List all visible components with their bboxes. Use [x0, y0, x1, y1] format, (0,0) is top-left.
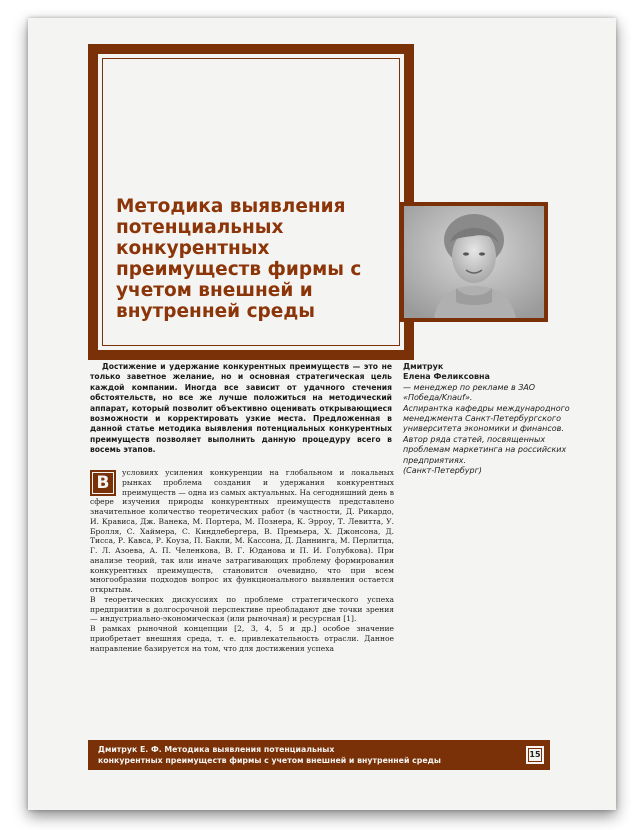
magazine-page [28, 18, 616, 810]
author-photo [404, 206, 544, 318]
author-surname: Дмитрук [403, 362, 444, 371]
title-frame [88, 44, 414, 360]
author-city: (Санкт-Петербург) [403, 466, 482, 476]
body-paragraph: В рамках рыночной концепции [2, 3, 4, 5 и др.] особое значение приобретает внешняя среда, т. е. привлекательность отрасли. Данное направление базируется на том, что для достижения успеха [90, 624, 394, 653]
article-title: Методика выявления потенциальных конкурентных преимуществ фирмы с учетом внешней и внутренней среды [116, 196, 362, 322]
author-position: — менеджер по рекламе в ЗАО «Победа/Knauf». [403, 382, 536, 403]
running-footer [88, 740, 550, 770]
body-paragraph: В теоретических дискуссиях по проблеме стратегического успеха предприятия в долгосрочной перспективе преобладают две точки зрения — индустриально-экономическая (или рыночная) и ресурсная [1]. [90, 594, 394, 624]
author-study: Аспирантка кафедры международного менеджмента Санкт-Петербургского университета экономики и финансов. [403, 403, 570, 434]
dropcap: В [90, 470, 116, 496]
author-name: Елена Феликсовна [403, 372, 490, 382]
body-paragraph: условиях усиления конкуренции на глобальном и локальных рынках проблема создания и удержания конкурентных преимуществ — одна из самых актуальных. На сегодняшний день в сфере изучения природы конкурентных преимуществ представлено значительное количество теоретических работ (в частности, Д. Рикардо, И. Крависа, Дж. Ванека, М. Портера, М. Познера, К. Эрроу, Т. Левитта, У. Бролля, С. Хаймера, С. Киндлебергера, В. Премьера, Х. Джонсона, Д. Тисса, Р. Кавса, Р. Коуза, П. Бакли, М. Кассона, Д. Даннинга, М. Перлитца, Г. Л. Азоева, А. П. Челенкова, В. Г. Юданова и П. И. Голубкова). При анализе теорий, так или иначе затрагивающих проблему формирования конкурентных преимуществ, становится очевидно, что при всем многообразии подходов вопрос их функционального выявления остается открытым. [90, 468, 394, 594]
author-bio [403, 362, 573, 476]
article-lead: Достижение и удержание конкурентных преимуществ — это не только заветное желание, но и основная стратегическая цель каждой компании. Иногда все зависит от удачного стечения обстоятельств, но все же лучше положиться на методический аппарат, который позволит объективно оценивать открывающиеся возможности и корректировать узкие места. Предложенная в данной статье методика выявления потенциальных конкурентных преимуществ позволяет выполнить данную процедуру всего в восемь этапов. [90, 362, 392, 455]
footer-line: Дмитрук Е. Ф. Методика выявления потенциальных [98, 745, 335, 754]
page-number: 15 [526, 746, 544, 764]
author-works: Автор ряда статей, посвященных проблемам маркетинга на российских предприятиях. [403, 434, 567, 465]
author-photo-frame [400, 202, 548, 322]
footer-line: конкурентных преимуществ фирмы с учетом внешней и внутренней среды [98, 756, 441, 765]
article-body [90, 468, 394, 653]
